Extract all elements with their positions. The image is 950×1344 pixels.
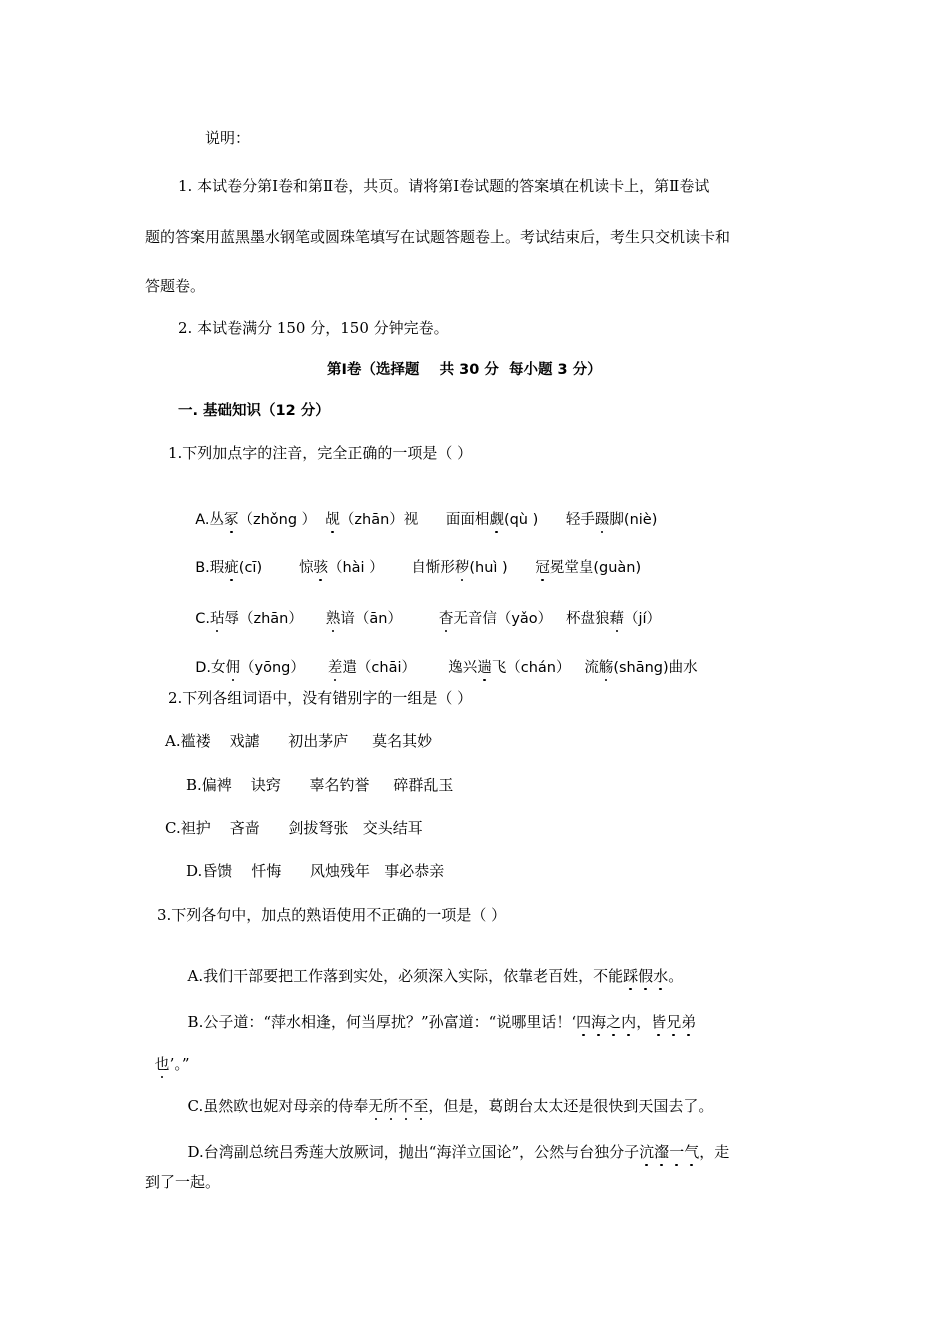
question-1-option-c: C.玷辱（zhān） 熟谙（ān） 杳无音信（yǎo） 杯盘狼藉（jí） xyxy=(195,611,662,627)
question-3-option-b-line-2: 也’。” xyxy=(154,1055,190,1073)
part1-title: 第Ⅰ卷（选择题 共 30 分 每小题 3 分） xyxy=(327,362,602,378)
question-2-option-d: D.昏馈 忏悔 风烛残年 事必恭亲 xyxy=(186,862,445,880)
question-3-stem: 3.下列各句中，加点的熟语使用不正确的一项是（ ） xyxy=(157,906,507,924)
note-1-line-1: 1. 本试卷分第Ⅰ卷和第Ⅱ卷，共页。请将第Ⅰ卷试题的答案填在机读卡上，第Ⅱ卷试 xyxy=(178,177,710,195)
note-1-line-3: 答题卷。 xyxy=(145,277,206,295)
question-1-option-b: B.瑕疵(cī) 惊骇（hài ） 自惭形秽(huì ) 冠冕堂皇(guàn) xyxy=(195,560,642,576)
section1-title: 一. 基础知识（12 分） xyxy=(178,403,330,419)
question-2-option-c: C.袒护 吝啬 剑拔弩张 交头结耳 xyxy=(165,819,423,837)
note-heading: 说明： xyxy=(205,129,251,147)
question-3-option-b-line-1: B.公子道：“萍水相逢，何当厚扰？”孙富道：“说哪里话！‘四海之内，皆兄弟 xyxy=(187,1013,697,1031)
question-3-option-d-line-2: 到了一起。 xyxy=(145,1173,221,1191)
question-3-option-d-line-1: D.台湾副总统吕秀莲大放厥词，抛出“海洋立国论”，公然与台独分子沆瀣一气，走 xyxy=(187,1143,730,1161)
question-3-option-c: C.虽然欧也妮对母亲的侍奉无所不至，但是，葛朗台太太还是很快到天国去了。 xyxy=(187,1097,714,1115)
question-3-option-a: A.我们干部要把工作落到实处，必须深入实际，依靠老百姓，不能踩假水。 xyxy=(187,967,684,985)
question-2-option-a: A.褴褛 戏謔 初出茅庐 莫名其妙 xyxy=(165,732,433,750)
question-2-option-b: B.偏裨 诀窍 辜名钓誉 碎群乱玉 xyxy=(186,776,454,794)
note-2: 2. 本试卷满分 150 分，150 分钟完卷。 xyxy=(178,319,449,337)
question-1-option-a: A.丛冢（zhǒng ） 觇（zhān）视 面面相觑(qù ) 轻手蹑脚(niè) xyxy=(195,512,658,528)
note-1-line-2: 题的答案用蓝黑墨水钢笔或圆珠笔填写在试题答题卷上。考试结束后，考生只交机读卡和 xyxy=(145,228,731,246)
question-2-stem: 2.下列各组词语中，没有错别字的一组是（ ） xyxy=(168,689,473,707)
question-1-option-d: D.女佣（yōng） 差遣（chāi） 逸兴遄飞（chán） 流觞(shāng)曲水 xyxy=(195,660,698,676)
question-1-stem: 1.下列加点字的注音，完全正确的一项是（ ） xyxy=(168,444,473,462)
